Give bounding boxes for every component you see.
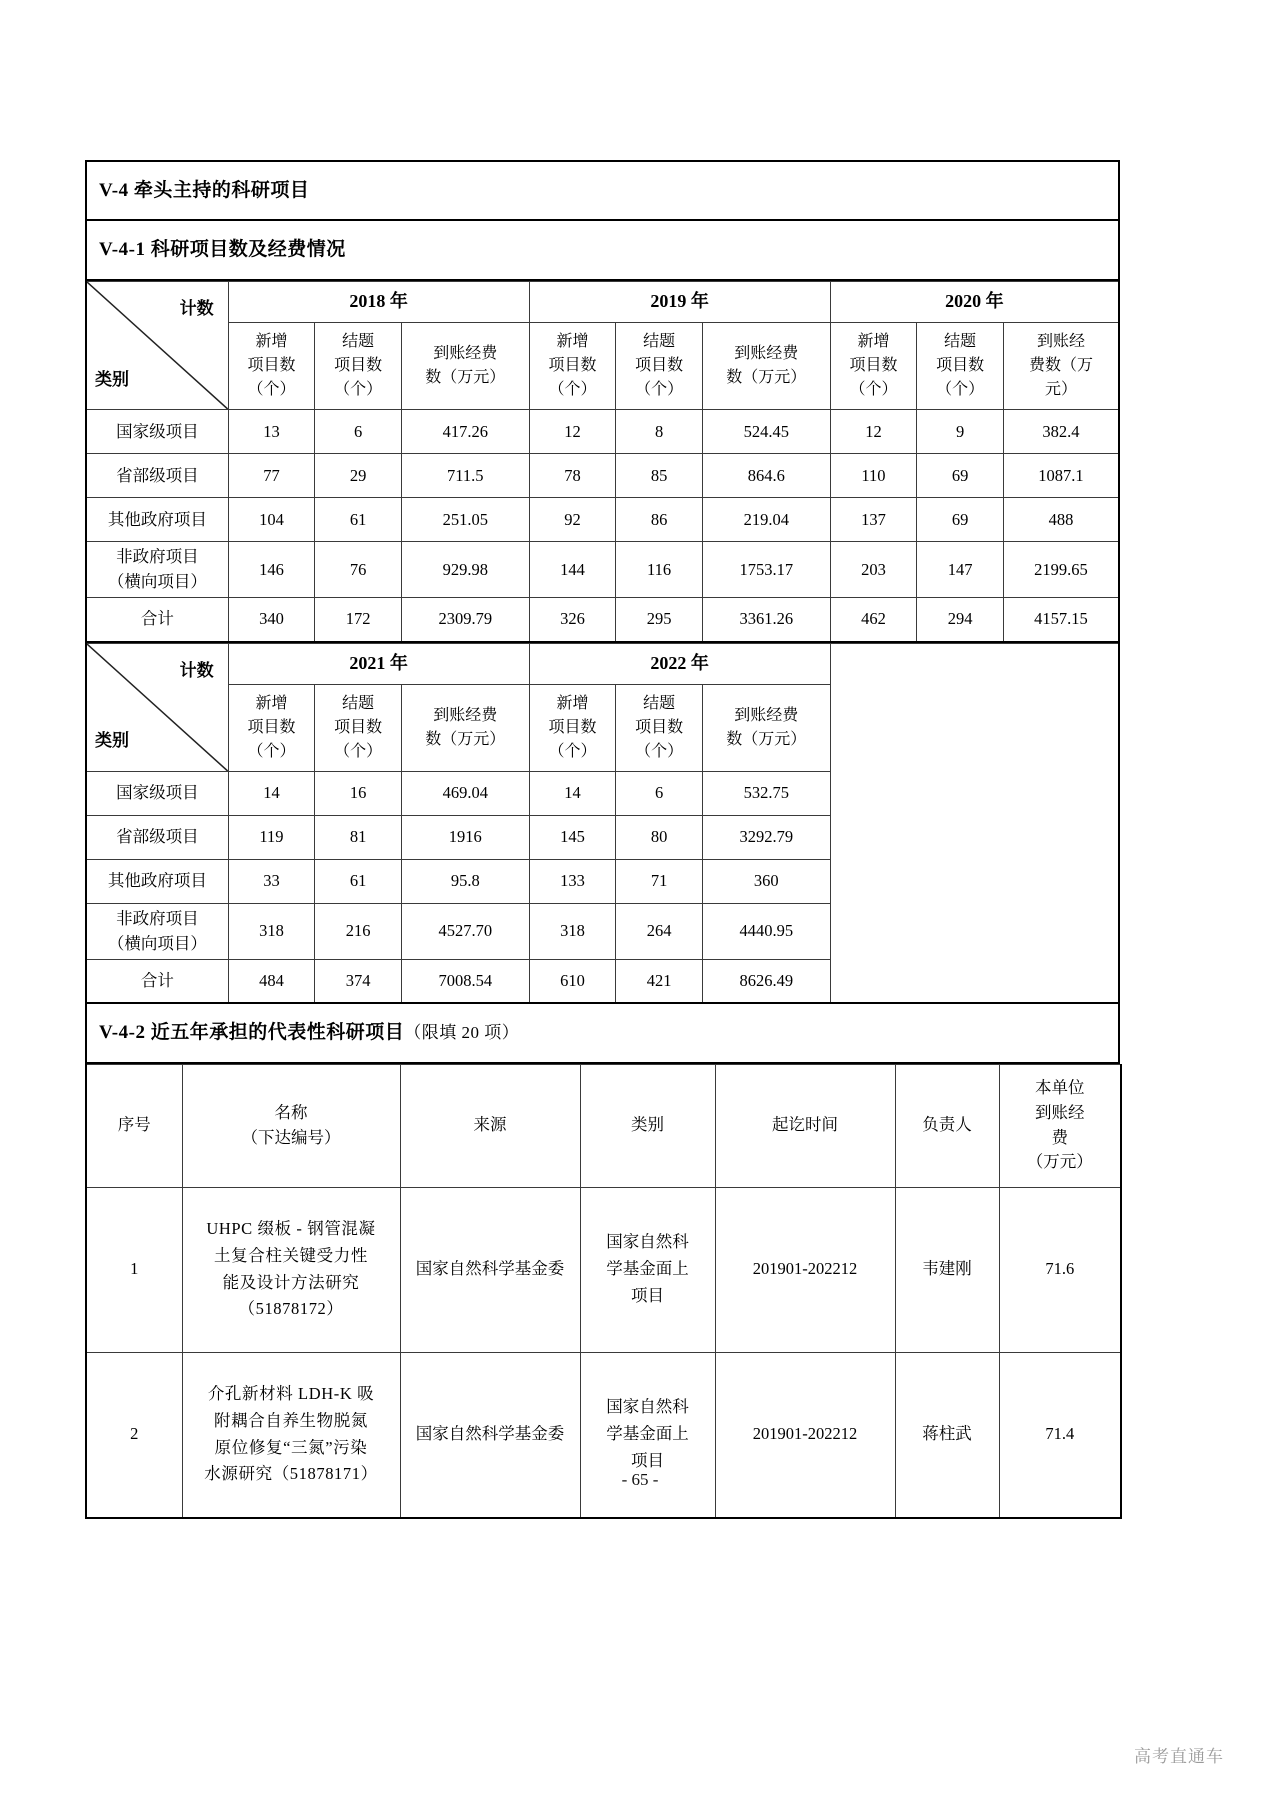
- cell: 1087.1: [1003, 453, 1119, 497]
- col-funding-2022: 到账经费 数（万元）: [702, 684, 830, 771]
- table-corner-header: [86, 643, 228, 771]
- col-closed-projects-2020: 结题 项目数 （个）: [917, 322, 1004, 409]
- year-header-2019: 2019 年: [529, 281, 830, 322]
- table-row: [86, 409, 1119, 453]
- year-header-2018: 2018 年: [228, 281, 529, 322]
- col-funding-2019: 到账经费 数（万元）: [702, 322, 830, 409]
- row-label: 合计: [86, 598, 228, 642]
- cell: 8: [616, 409, 703, 453]
- cell: 78: [529, 453, 616, 497]
- cell: 219.04: [702, 497, 830, 541]
- research-funding-table-2021-2022: [85, 643, 1120, 1005]
- cell: 382.4: [1003, 409, 1119, 453]
- table-row: [86, 497, 1119, 541]
- row-label: 省部级项目: [86, 453, 228, 497]
- cell: 9: [917, 409, 1004, 453]
- corner-label-bottom: 类别: [95, 369, 129, 389]
- cell: 144: [529, 541, 616, 597]
- representative-projects-table: [85, 1064, 1122, 1519]
- year-header-2021: 2021 年: [228, 643, 529, 684]
- empty-filler-cell: [830, 643, 1119, 1003]
- corner-label-top: 计数: [179, 298, 214, 318]
- col-new-projects-2021: 新增 项目数 （个）: [228, 684, 315, 771]
- cell: 80: [616, 815, 703, 859]
- col-header-category: 类别: [580, 1064, 715, 1187]
- table-row: [86, 541, 1119, 597]
- cell: 462: [830, 598, 917, 642]
- col-closed-projects-2022: 结题 项目数 （个）: [616, 684, 703, 771]
- cell: 76: [315, 541, 402, 597]
- col-header-leader: 负责人: [895, 1064, 999, 1187]
- cell: 340: [228, 598, 315, 642]
- subsection-v41-title-table: [85, 221, 1120, 280]
- cell: 4157.15: [1003, 598, 1119, 642]
- cell: 417.26: [401, 409, 529, 453]
- cell: 81: [315, 815, 402, 859]
- cell: 61: [315, 497, 402, 541]
- col-header-period: 起讫时间: [715, 1064, 895, 1187]
- cell: 29: [315, 453, 402, 497]
- col-new-projects-2020: 新增 项目数 （个）: [830, 322, 917, 409]
- cell: 374: [315, 959, 402, 1003]
- cell-fund: 71.4: [999, 1352, 1121, 1518]
- row-label: 非政府项目 （横向项目）: [86, 903, 228, 959]
- cell: 532.75: [702, 771, 830, 815]
- col-funding-2020: 到账经 费数（万 元）: [1003, 322, 1119, 409]
- cell: 86: [616, 497, 703, 541]
- cell: 318: [529, 903, 616, 959]
- col-new-projects-2022: 新增 项目数 （个）: [529, 684, 616, 771]
- cell: 12: [830, 409, 917, 453]
- table-corner-header: [86, 281, 228, 409]
- research-funding-table-2018-2020: [85, 281, 1120, 643]
- table-row: [86, 453, 1119, 497]
- cell: 104: [228, 497, 315, 541]
- cell: 1916: [401, 815, 529, 859]
- document-body: [85, 160, 1120, 1519]
- cell: 488: [1003, 497, 1119, 541]
- subsection-v41-title: V-4-1 科研项目数及经费情况: [99, 239, 346, 261]
- col-closed-projects-2021: 结题 项目数 （个）: [315, 684, 402, 771]
- row-label: 其他政府项目: [86, 859, 228, 903]
- cell: 318: [228, 903, 315, 959]
- cell-category: 国家自然科 学基金面上 项目: [580, 1187, 715, 1352]
- col-closed-projects-2019: 结题 项目数 （个）: [616, 322, 703, 409]
- cell: 137: [830, 497, 917, 541]
- row-label: 合计: [86, 959, 228, 1003]
- row-label: 其他政府项目: [86, 497, 228, 541]
- cell: 95.8: [401, 859, 529, 903]
- col-new-projects-2019: 新增 项目数 （个）: [529, 322, 616, 409]
- cell: 3292.79: [702, 815, 830, 859]
- cell: 524.45: [702, 409, 830, 453]
- cell: 33: [228, 859, 315, 903]
- cell-period: 201901-202212: [715, 1352, 895, 1518]
- cell: 147: [917, 541, 1004, 597]
- cell: 71: [616, 859, 703, 903]
- cell: 69: [917, 453, 1004, 497]
- cell: 7008.54: [401, 959, 529, 1003]
- cell: 119: [228, 815, 315, 859]
- corner-label-bottom: 类别: [95, 731, 129, 751]
- cell: 1753.17: [702, 541, 830, 597]
- cell: 251.05: [401, 497, 529, 541]
- cell: 14: [529, 771, 616, 815]
- table-row: [86, 1352, 1121, 1518]
- subsection-v42-title-main: V-4-2 近五年承担的代表性科研项目: [99, 1022, 405, 1044]
- cell: 484: [228, 959, 315, 1003]
- cell: 69: [917, 497, 1004, 541]
- col-header-name: 名称 （下达编号）: [182, 1064, 400, 1187]
- watermark: 高考直通车: [1134, 1747, 1224, 1766]
- table-row-total: [86, 598, 1119, 642]
- cell: 864.6: [702, 453, 830, 497]
- cell-source: 国家自然科学基金委: [400, 1187, 580, 1352]
- corner-label-top: 计数: [179, 660, 214, 680]
- cell-fund: 71.6: [999, 1187, 1121, 1352]
- cell: 469.04: [401, 771, 529, 815]
- page-number: - 65 -: [621, 1470, 659, 1489]
- year-header-2020: 2020 年: [830, 281, 1119, 322]
- row-label: 省部级项目: [86, 815, 228, 859]
- cell: 4440.95: [702, 903, 830, 959]
- year-header-2022: 2022 年: [529, 643, 830, 684]
- cell: 61: [315, 859, 402, 903]
- cell-leader: 蒋柱武: [895, 1352, 999, 1518]
- cell-source: 国家自然科学基金委: [400, 1352, 580, 1518]
- col-closed-projects-2018: 结题 项目数 （个）: [315, 322, 402, 409]
- cell: 16: [315, 771, 402, 815]
- cell: 116: [616, 541, 703, 597]
- cell: 294: [917, 598, 1004, 642]
- cell: 172: [315, 598, 402, 642]
- cell: 264: [616, 903, 703, 959]
- col-header-source: 来源: [400, 1064, 580, 1187]
- cell: 3361.26: [702, 598, 830, 642]
- cell: 711.5: [401, 453, 529, 497]
- row-label: 国家级项目: [86, 771, 228, 815]
- cell: 13: [228, 409, 315, 453]
- col-funding-2021: 到账经费 数（万元）: [401, 684, 529, 771]
- cell-category: 国家自然科 学基金面上 项目: [580, 1352, 715, 1518]
- cell: 110: [830, 453, 917, 497]
- row-label: 非政府项目 （横向项目）: [86, 541, 228, 597]
- cell: 6: [616, 771, 703, 815]
- cell: 92: [529, 497, 616, 541]
- cell: 4527.70: [401, 903, 529, 959]
- cell-no: 1: [86, 1187, 182, 1352]
- section-title-table: [85, 160, 1120, 221]
- cell: 295: [616, 598, 703, 642]
- cell: 929.98: [401, 541, 529, 597]
- cell: 8626.49: [702, 959, 830, 1003]
- cell: 216: [315, 903, 402, 959]
- cell: 14: [228, 771, 315, 815]
- cell: 326: [529, 598, 616, 642]
- cell: 2309.79: [401, 598, 529, 642]
- cell: 145: [529, 815, 616, 859]
- col-funding-2018: 到账经费 数（万元）: [401, 322, 529, 409]
- cell: 421: [616, 959, 703, 1003]
- col-header-fund: 本单位 到账经 费 （万元）: [999, 1064, 1121, 1187]
- cell: 12: [529, 409, 616, 453]
- cell: 6: [315, 409, 402, 453]
- subsection-v42-title-table: [85, 1004, 1120, 1063]
- subsection-v42-title-note: （限填 20 项）: [404, 1023, 520, 1043]
- cell: 133: [529, 859, 616, 903]
- cell: 2199.65: [1003, 541, 1119, 597]
- subsection-v42-title: [86, 1004, 1119, 1062]
- cell-project-name: 介孔新材料 LDH-K 吸 附耦合自养生物脱氮 原位修复“三氮”污染 水源研究（51878171）: [182, 1352, 400, 1518]
- cell-project-name: UHPC 缀板 - 钢管混凝 土复合柱关键受力性 能及设计方法研究 （51878172）: [182, 1187, 400, 1352]
- col-header-no: 序号: [86, 1064, 182, 1187]
- cell: 203: [830, 541, 917, 597]
- cell-leader: 韦建刚: [895, 1187, 999, 1352]
- section-title: V-4 牵头主持的科研项目: [99, 180, 310, 201]
- cell: 146: [228, 541, 315, 597]
- cell: 360: [702, 859, 830, 903]
- col-new-projects-2018: 新增 项目数 （个）: [228, 322, 315, 409]
- cell: 77: [228, 453, 315, 497]
- row-label: 国家级项目: [86, 409, 228, 453]
- cell: 610: [529, 959, 616, 1003]
- table-row: [86, 1187, 1121, 1352]
- cell: 85: [616, 453, 703, 497]
- cell-no: 2: [86, 1352, 182, 1518]
- cell-period: 201901-202212: [715, 1187, 895, 1352]
